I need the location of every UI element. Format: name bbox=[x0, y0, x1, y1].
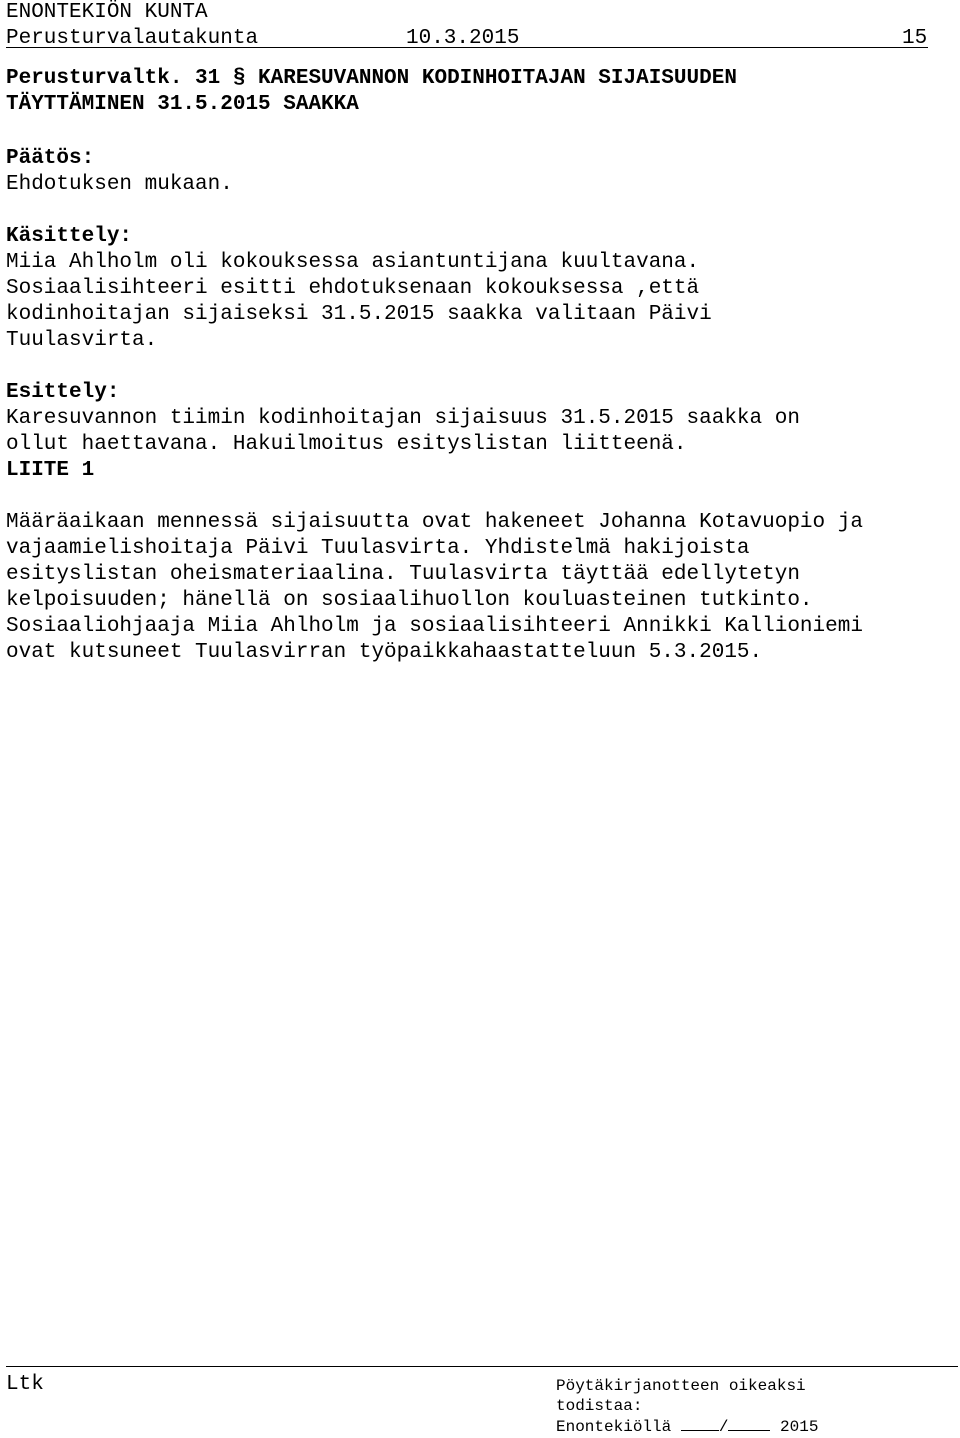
decision-text: Ehdotuksen mukaan. bbox=[6, 173, 233, 196]
presentation-paragraph-line: Sosiaaliohjaaja Miia Ahlholm ja sosiaalisihteeri Annikki Kallioniemi bbox=[6, 615, 863, 638]
municipality-name: ENONTEKIÖN KUNTA bbox=[6, 1, 208, 24]
meeting-date: 10.3.2015 bbox=[406, 27, 520, 50]
presentation-paragraph-line: ovat kutsuneet Tuulasvirran työpaikkahaastatteluun 5.3.2015. bbox=[6, 641, 763, 664]
presentation-paragraph-line: kelpoisuuden; hänellä on sosiaalihuollon kouluasteinen tutkinto. bbox=[6, 589, 813, 612]
presentation-paragraph-line: vajaamielishoitaja Päivi Tuulasvirta. Yhdistelmä hakijoista bbox=[6, 537, 750, 560]
certify-line1: Pöytäkirjanotteen oikeaksi bbox=[556, 1377, 806, 1395]
presentation-paragraph-line: Määräaikaan mennessä sijaisuutta ovat hakeneet Johanna Kotavuopio ja bbox=[6, 511, 863, 534]
month-blank[interactable] bbox=[728, 1416, 770, 1431]
handling-line: Miia Ahlholm oli kokouksessa asiantuntijana kuultavana. bbox=[6, 251, 700, 274]
attachment-label: LIITE 1 bbox=[6, 459, 95, 482]
presentation-paragraph-line: esityslistan oheismateriaalina. Tuulasvirta täyttää edellytetyn bbox=[6, 563, 800, 586]
presentation-line: ollut haettavana. Hakuilmoitus esityslistan liitteenä. bbox=[6, 433, 687, 456]
handling-line: kodinhoitajan sijaiseksi 31.5.2015 saakka valitaan Päivi bbox=[6, 303, 712, 326]
header-rule bbox=[6, 47, 928, 48]
day-blank[interactable] bbox=[681, 1416, 719, 1431]
footer-rule bbox=[6, 1366, 958, 1367]
handling-line: Tuulasvirta. bbox=[6, 329, 158, 352]
item-title-line2: TÄYTTÄMINEN 31.5.2015 SAAKKA bbox=[6, 93, 359, 116]
page-number: 15 bbox=[902, 27, 928, 50]
certify-year: 2015 bbox=[780, 1418, 819, 1436]
certify-place: Enontekiöllä bbox=[556, 1418, 672, 1436]
presentation-heading: Esittely: bbox=[6, 381, 120, 404]
handling-line: Sosiaalisihteeri esitti ehdotuksenaan kokouksessa ,että bbox=[6, 277, 700, 300]
certify-place-date bbox=[556, 1416, 818, 1437]
date-separator: / bbox=[718, 1418, 729, 1436]
decision-heading: Päätös: bbox=[6, 147, 95, 170]
handling-heading: Käsittely: bbox=[6, 225, 133, 248]
footer-ltk: Ltk bbox=[6, 1373, 44, 1396]
presentation-line: Karesuvannon tiimin kodinhoitajan sijaisuus 31.5.2015 saakka on bbox=[6, 407, 800, 430]
item-title-line1: Perusturvaltk. 31 § KARESUVANNON KODINHOITAJAN SIJAISUUDEN bbox=[6, 67, 737, 90]
board-name: Perusturvalautakunta bbox=[6, 27, 259, 50]
certify-line2: todistaa: bbox=[556, 1397, 643, 1415]
